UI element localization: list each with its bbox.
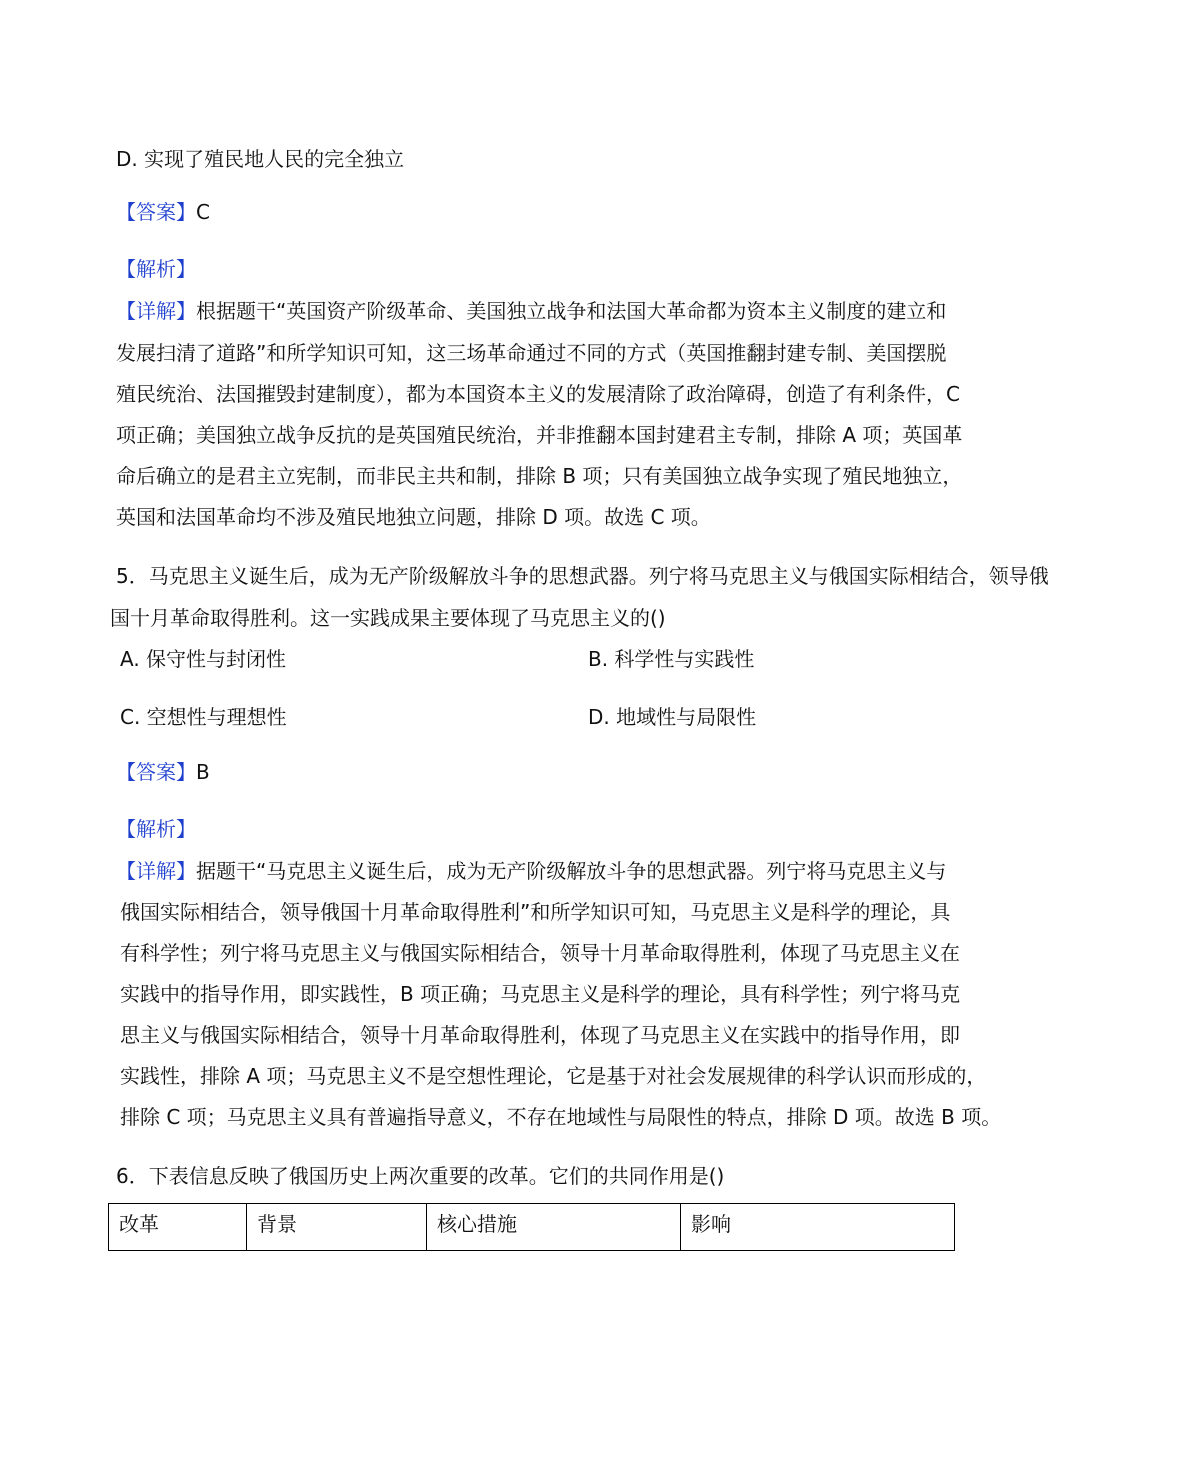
answer-tag: 【答案】: [116, 760, 196, 784]
q4-detail-line-3: 殖民统治、法国摧毁封建制度），都为本国资本主义的发展清除了政治障碍，创造了有利条件，C: [116, 382, 960, 406]
q5-detail-line-2: 俄国实际相结合，领导俄国十月革命取得胜利”和所学知识可知，马克思主义是科学的理论，具: [120, 900, 951, 924]
detail-tag: 【详解】: [116, 299, 196, 323]
q4-detail-line-2: 发展扫清了道路”和所学知识可知，这三场革命通过不同的方式（英国推翻封建专制、美国摆脱: [116, 341, 947, 365]
table-header-cell: 核心措施: [427, 1204, 681, 1251]
q4-detail-line-1: [116, 297, 946, 325]
q6-stem: 6．下表信息反映了俄国历史上两次重要的改革。它们的共同作用是(): [116, 1164, 725, 1188]
q5-detail-line-4: 实践中的指导作用，即实践性，B 项正确；马克思主义是科学的理论，具有科学性；列宁将马克: [120, 982, 961, 1006]
answer-tag: 【答案】: [116, 200, 196, 224]
q5-option-a: A. 保守性与封闭性: [120, 647, 287, 671]
answer-value: B: [196, 760, 210, 784]
q5-answer: [116, 758, 210, 786]
reform-table: [108, 1203, 955, 1251]
detail-text: 根据题干“英国资产阶级革命、美国独立战争和法国大革命都为资本主义制度的建立和: [196, 299, 947, 323]
q4-detail-line-5: 命后确立的是君主立宪制，而非民主共和制，排除 B 项；只有美国独立战争实现了殖民地独立，: [116, 464, 963, 488]
q5-detail-line-7: 排除 C 项；马克思主义具有普遍指导意义，不存在地域性与局限性的特点，排除 D 项。故选 B 项。: [120, 1105, 1002, 1129]
q5-detail-line-3: 有科学性；列宁将马克思主义与俄国实际相结合，领导十月革命取得胜利，体现了马克思主义在: [120, 941, 960, 965]
q5-option-c: C. 空想性与理想性: [120, 705, 287, 729]
q5-analysis-tag: 【解析】: [116, 817, 196, 841]
table-header-cell: 背景: [247, 1204, 427, 1251]
detail-text: 据题干“马克思主义诞生后，成为无产阶级解放斗争的思想武器。列宁将马克思主义与: [196, 859, 947, 883]
q5-detail-line-6: 实践性，排除 A 项；马克思主义不是空想性理论，它是基于对社会发展规律的科学认识而形成的，: [120, 1064, 987, 1088]
q5-stem-line-2: 国十月革命取得胜利。这一实践成果主要体现了马克思主义的(): [110, 606, 666, 630]
q5-detail-line-1: [116, 857, 946, 885]
q4-answer: [116, 198, 210, 226]
q5-option-b: B. 科学性与实践性: [588, 647, 755, 671]
q5-stem-line-1: 5．马克思主义诞生后，成为无产阶级解放斗争的思想武器。列宁将马克思主义与俄国实际相结合，领导俄: [116, 564, 1049, 588]
q4-option-d: D. 实现了殖民地人民的完全独立: [116, 147, 405, 171]
q4-analysis-tag: 【解析】: [116, 257, 196, 281]
q5-option-d: D. 地域性与局限性: [588, 705, 757, 729]
table-header-row: [109, 1204, 955, 1251]
table-header-cell: 影响: [681, 1204, 955, 1251]
detail-tag: 【详解】: [116, 859, 196, 883]
table-header-cell: 改革: [109, 1204, 247, 1251]
q4-detail-line-6: 英国和法国革命均不涉及殖民地独立问题，排除 D 项。故选 C 项。: [116, 505, 711, 529]
answer-value: C: [196, 200, 210, 224]
q5-detail-line-5: 思主义与俄国实际相结合，领导十月革命取得胜利，体现了马克思主义在实践中的指导作用，即: [120, 1023, 960, 1047]
q4-detail-line-4: 项正确；美国独立战争反抗的是英国殖民统治，并非推翻本国封建君主专制，排除 A 项；英国革: [116, 423, 963, 447]
